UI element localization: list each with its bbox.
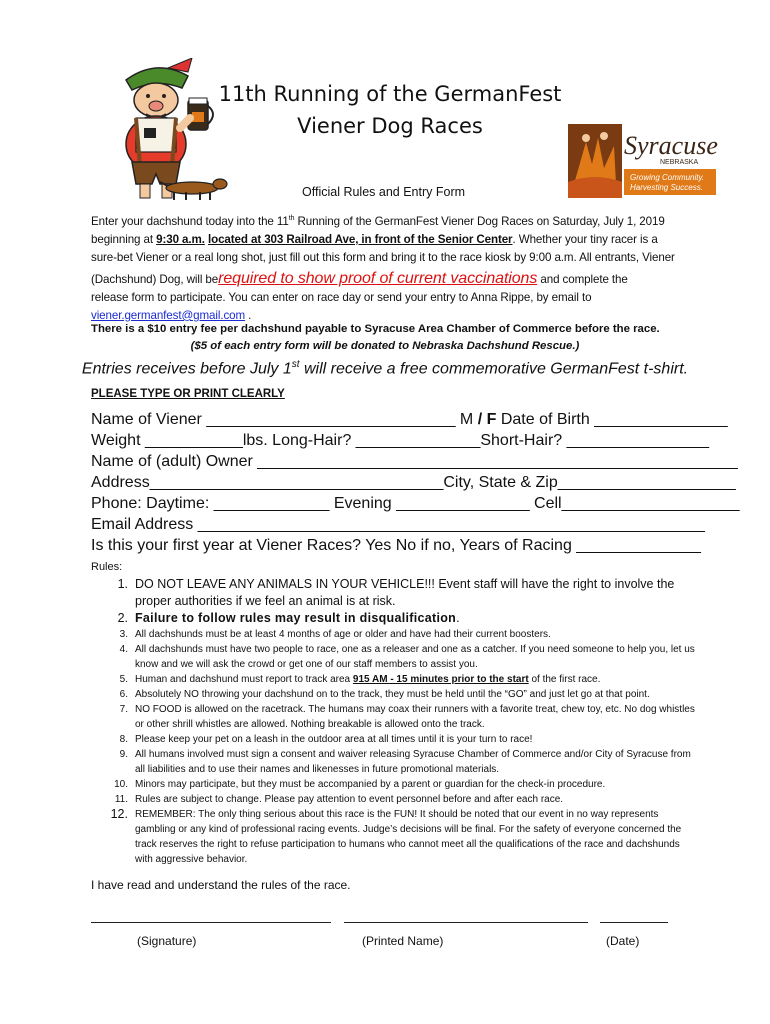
location: located at 303 Railroad Ave, in front of the Senior Center xyxy=(207,232,513,246)
phone-row[interactable]: Phone: Daytime: _____________ Evening _______________ Cell____________________ xyxy=(91,495,740,512)
intro-text: sure-bet Viener or a real long shot, just fill out this form and bring it to the race kiosk by 9:00 a.m. All entrants, Viener xyxy=(91,250,675,264)
rule-number: 10. xyxy=(114,779,128,790)
rule-item xyxy=(108,687,698,702)
rule-text: All humans involved must sign a consent and waiver releasing Syracuse Chamber of Commerce and/or City of Syracuse from all liabilities and to use their names and likenesses in future promotional materials. xyxy=(135,749,691,775)
rules-label: Rules: xyxy=(91,561,123,573)
field-label: F xyxy=(482,411,497,428)
tshirt-offer xyxy=(0,359,770,378)
rule-number: 3. xyxy=(119,629,128,640)
subtitle: Official Rules and Entry Form xyxy=(302,185,466,199)
logo-name: Syracuse xyxy=(624,131,718,160)
rule-text: REMEMBER: The only thing serious about this race is the FUN! It should be noted that our event in no way represents gambling or any kind of professional racing events. Judge’s decisions will be final. For the safety of everyone concerned the track reserves the right to refuse participation to humans who cannot meet all the qualifications of the race and dachshunds with aggressive behavior. xyxy=(135,809,682,865)
tshirt-offer-text: will receive a free commemorative GermanFest t-shirt. xyxy=(299,360,689,378)
logo-tagline-2: Harvesting Success. xyxy=(630,183,703,192)
rule-item xyxy=(108,792,698,807)
report-time: 915 AM - 15 minutes prior to the start xyxy=(352,674,529,685)
donation-text: ($5 of each entry form will be donated to Nebraska Dachshund Rescue.) xyxy=(190,340,580,352)
printed-name-line[interactable] xyxy=(344,922,588,923)
rule-item xyxy=(108,576,698,610)
intro-text: . Whether your tiny racer is a xyxy=(512,232,658,246)
rule-item xyxy=(108,642,698,672)
printed-name-label: (Printed Name) xyxy=(362,934,444,948)
rule-number: 11. xyxy=(114,794,128,805)
address-row[interactable]: Address_________________________________City, State & Zip____________________ xyxy=(91,474,736,491)
rule-text: Minors may participate, but they must be accompanied by a parent or guardian for the check-in procedure. xyxy=(135,779,606,790)
rule-item xyxy=(108,610,698,627)
tshirt-offer-text: Entries receives before July 1 xyxy=(81,360,292,378)
rule-number: 8. xyxy=(119,734,128,745)
logo-state: NEBRASKA xyxy=(660,159,699,166)
rule-number: 1. xyxy=(117,577,128,591)
rule-text: NO FOOD is allowed on the racetrack. The humans may coax their runners with a favorite treat, chew toy, etc. No dog whistles or other shrill whistles are allowed. Nothing breakable is allowed onto the track. xyxy=(135,704,695,730)
rule-number: 12. xyxy=(110,807,128,821)
weight-row[interactable]: Weight ___________lbs. Long-Hair? ______________Short-Hair? ________________ xyxy=(91,432,709,449)
rule-number: 7. xyxy=(119,704,128,715)
intro-text: beginning at xyxy=(91,232,157,246)
title-line-2: Viener Dog Races xyxy=(297,114,483,138)
tshirt-offer-sup: st xyxy=(291,359,300,370)
rule-item xyxy=(108,627,698,642)
rule-item xyxy=(108,672,698,687)
rule-number: 9. xyxy=(119,749,128,760)
syracuse-logo xyxy=(568,124,718,198)
title-line-1: 11th Running of the GermanFest xyxy=(218,82,562,106)
rule-item xyxy=(108,807,698,867)
rule-text: DO NOT LEAVE ANY ANIMALS IN YOUR VEHICLE!!! Event staff will have the right to involve the proper authorities if we feel an animal is at risk. xyxy=(135,577,675,608)
entry-form-fields xyxy=(91,409,740,556)
rule-number: 5. xyxy=(119,674,128,685)
first-year-row[interactable]: Is this your first year at Viener Races? Yes No if no, Years of Racing ______________ xyxy=(91,537,701,554)
rule-item xyxy=(108,747,698,777)
rule-text: All dachshunds must have two people to race, one as a releaser and one as a catcher. If you need someone to help you, let us know and we will ask the crowd or get one of our staff members to assist you. xyxy=(135,644,695,670)
rule-text: of the first race. xyxy=(528,674,601,685)
date-line[interactable] xyxy=(600,922,668,923)
rule-text: Please keep your pet on a leash in the outdoor area at all times until it is your turn to race! xyxy=(135,734,533,745)
intro-text: (Dachshund) Dog, will be xyxy=(91,272,219,286)
rule-text: Human and dachshund must report to track area xyxy=(135,674,353,685)
rule-item xyxy=(108,702,698,732)
intro-text: release form to participate. You can enter on race day or send your entry to Anna Rippe, by email to xyxy=(91,290,592,304)
email-row[interactable]: Email Address _________________________________________________________ xyxy=(91,516,705,533)
rules-list xyxy=(108,576,698,867)
field-label: Date of Birth _______________ xyxy=(496,411,728,428)
page-title xyxy=(190,78,590,142)
intro-paragraph xyxy=(91,210,681,325)
logo-tagline-1: Growing Community. xyxy=(630,173,705,182)
rule-text: All dachshunds must be at least 4 months of age or older and have had their current boosters. xyxy=(135,629,551,640)
field-label: / xyxy=(477,411,483,428)
start-time: 9:30 a.m. xyxy=(156,232,205,246)
rule-text: Rules are subject to change. Please pay attention to event personnel before and after each race. xyxy=(135,794,564,805)
date-label: (Date) xyxy=(606,934,640,948)
intro-text: Enter your dachshund today into the 11 xyxy=(91,214,289,228)
acknowledgement: I have read and understand the rules of the race. xyxy=(91,878,351,892)
rule-item xyxy=(108,777,698,792)
email-link[interactable]: viener.germanfest@gmail.com xyxy=(91,308,246,322)
rule-text: . xyxy=(456,611,460,625)
rule-item xyxy=(108,732,698,747)
rule-text: Failure to follow rules may result in disqualification xyxy=(135,611,457,625)
rule-number: 2. xyxy=(117,611,128,625)
owner-row[interactable]: Name of (adult) Owner ______________________________________________________ xyxy=(91,453,738,470)
intro-text: Running of the GermanFest Viener Dog Races on Saturday, July 1, 2019 xyxy=(294,214,665,228)
signature-line[interactable] xyxy=(91,922,331,923)
intro-sup: th xyxy=(288,215,295,222)
viener-name-row[interactable] xyxy=(91,409,728,430)
rule-number: 6. xyxy=(119,689,128,700)
rule-text: Absolutely NO throwing your dachshund on to the track, they must be held until the “GO” and just let go at that point. xyxy=(135,689,650,700)
entry-fee-text: There is a $10 entry fee per dachshund payable to Syracuse Area Chamber of Commerce before the race. xyxy=(91,323,660,335)
intro-text: . xyxy=(245,308,252,322)
intro-text: and complete the xyxy=(537,272,628,286)
vaccination-requirement: required to show proof of current vaccinations xyxy=(218,269,538,287)
rule-number: 4. xyxy=(119,644,128,655)
field-label: Name of Viener ____________________________ M xyxy=(91,411,478,428)
signature-label: (Signature) xyxy=(137,934,197,948)
print-clearly-note: PLEASE TYPE OR PRINT CLEARLY xyxy=(91,388,285,400)
